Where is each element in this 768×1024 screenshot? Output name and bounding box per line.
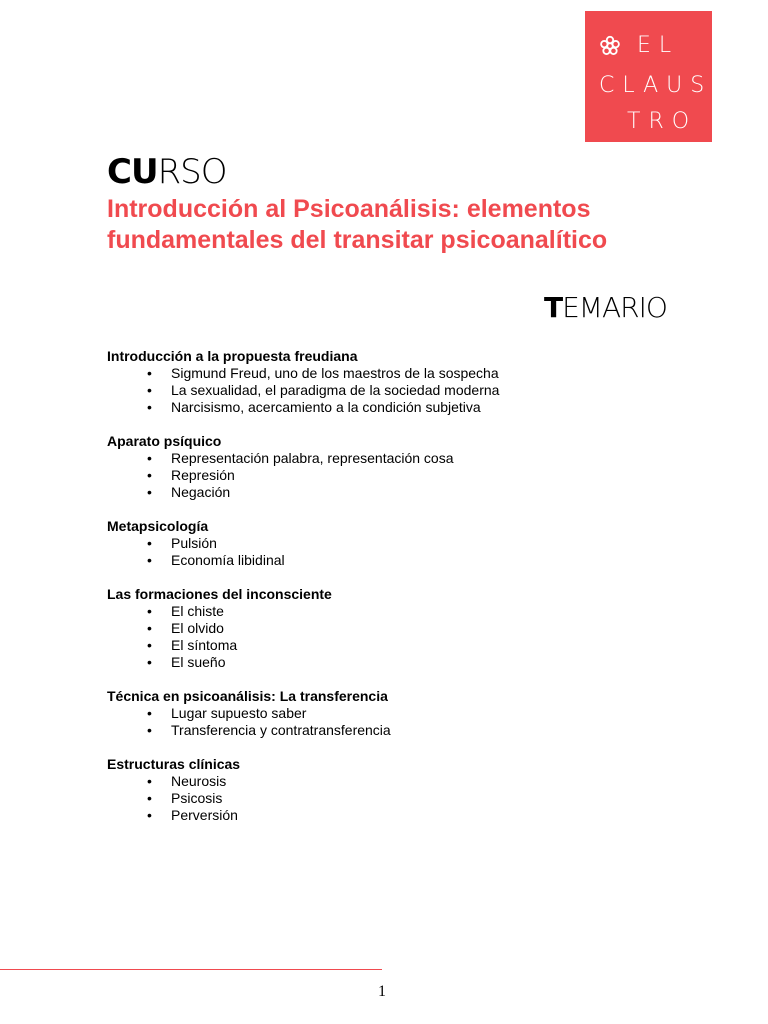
list-item: • El chiste <box>107 603 667 620</box>
section-title: Aparato psíquico <box>107 433 222 449</box>
list-item: • Economía libidinal <box>107 552 667 569</box>
course-title: Introducción al Psicoanálisis: elementos fundamentales del transitar psicoanalítico <box>107 195 608 254</box>
footer-divider <box>0 969 382 970</box>
syllabus-section <box>107 687 667 739</box>
logo-row-1 <box>599 33 679 59</box>
section-title: Introducción a la propuesta freudiana <box>107 348 358 364</box>
syllabus-section <box>107 585 667 671</box>
logo-text-claus: CLAUS <box>599 73 713 98</box>
list-item: • Lugar supuesto saber <box>107 705 667 722</box>
syllabus <box>107 347 667 840</box>
list-item: • Representación palabra, representación cosa <box>107 450 667 467</box>
el-claustro-logo <box>585 11 712 142</box>
list-item: • Neurosis <box>107 773 667 790</box>
section-title: Las formaciones del inconsciente <box>107 586 332 602</box>
list-item: • Psicosis <box>107 790 667 807</box>
section-title: Metapsicología <box>107 518 209 534</box>
list-item: • El sueño <box>107 654 667 671</box>
syllabus-section <box>107 347 667 416</box>
flower-icon <box>599 35 621 57</box>
syllabus-section <box>107 755 667 824</box>
temario-heading: TEMARIO <box>544 291 667 324</box>
page-number: 1 <box>378 983 386 1000</box>
section-title: Técnica en psicoanálisis: La transferencia <box>107 688 388 704</box>
syllabus-section <box>107 432 667 501</box>
list-item: • Narcisismo, acercamiento a la condición subjetiva <box>107 399 667 416</box>
list-item: • Represión <box>107 467 667 484</box>
logo-text-el: EL <box>637 33 680 58</box>
list-item: • Pulsión <box>107 535 667 552</box>
list-item: • Negación <box>107 484 667 501</box>
section-title: Estructuras clínicas <box>107 756 241 772</box>
list-item: • Transferencia y contratransferencia <box>107 722 667 739</box>
list-item: • Sigmund Freud, uno de los maestros de la sospecha <box>107 365 667 382</box>
list-item: • El olvido <box>107 620 667 637</box>
list-item: • El síntoma <box>107 637 667 654</box>
syllabus-section <box>107 517 667 569</box>
logo-text-tro: TRO <box>627 109 698 134</box>
curso-heading: CURSO <box>107 152 227 192</box>
list-item: • La sexualidad, el paradigma de la sociedad moderna <box>107 382 667 399</box>
list-item: • Perversión <box>107 807 667 824</box>
